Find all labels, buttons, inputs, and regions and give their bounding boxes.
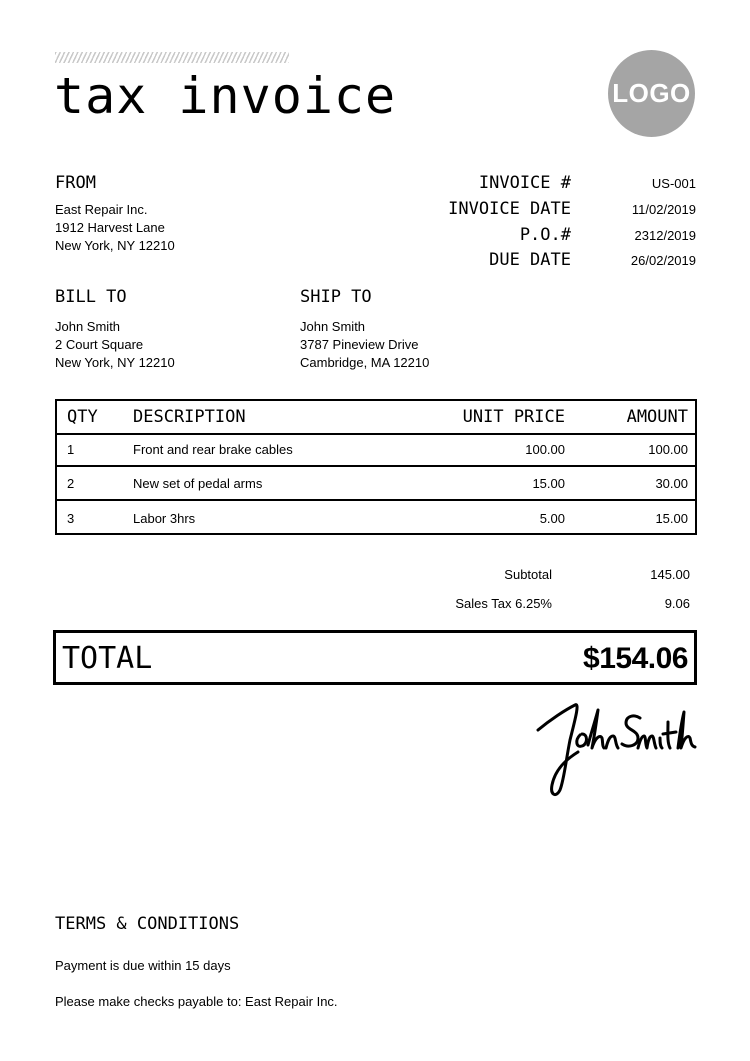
- decorative-hatch: [55, 52, 289, 63]
- terms-line: Payment is due within 15 days: [55, 958, 231, 973]
- amount-cell: 30.00: [655, 475, 688, 491]
- line-items-table: [55, 399, 697, 535]
- terms-heading: TERMS & CONDITIONS: [55, 914, 240, 934]
- bill-to-heading: BILL TO: [55, 287, 127, 307]
- ship-to-line: Cambridge, MA 12210: [300, 355, 430, 370]
- bill-to-line: 2 Court Square: [55, 337, 144, 352]
- qty-column-header: QTY: [67, 407, 98, 427]
- invoice-number-value: US-001: [651, 176, 696, 191]
- sales-tax-label: Sales Tax 6.25%: [455, 596, 552, 611]
- po-number-value: 2312/2019: [634, 228, 696, 243]
- amount-cell: 100.00: [648, 441, 688, 457]
- qty-cell: 3: [67, 510, 75, 526]
- from-line: New York, NY 12210: [55, 238, 175, 253]
- from-line: East Repair Inc.: [55, 202, 148, 217]
- invoice-date-value: 11/02/2019: [631, 202, 696, 217]
- qty-cell: 2: [67, 475, 75, 491]
- from-heading: FROM: [55, 173, 96, 193]
- description-cell: Front and rear brake cables: [133, 441, 293, 457]
- logo-text: LOGO: [612, 78, 691, 108]
- from-line: 1912 Harvest Lane: [55, 220, 165, 235]
- table-header-row: [57, 401, 695, 435]
- unit-price-cell: 5.00: [539, 510, 565, 526]
- signature-image: [530, 690, 700, 805]
- table-row: [57, 467, 695, 501]
- qty-cell: 1: [67, 441, 75, 457]
- ship-to-line: John Smith: [300, 319, 366, 334]
- subtotal-value: 145.00: [650, 567, 690, 582]
- document-title: tax invoice: [54, 67, 397, 125]
- terms-line: Please make checks payable to: East Repair Inc.: [55, 994, 338, 1009]
- unit-price-cell: 15.00: [532, 475, 565, 491]
- company-logo: [608, 50, 695, 137]
- unit-price-column-header: UNIT PRICE: [462, 407, 565, 427]
- invoice-number-label: INVOICE #: [478, 173, 571, 193]
- description-cell: Labor 3hrs: [133, 510, 196, 526]
- description-cell: New set of pedal arms: [133, 475, 263, 491]
- amount-column-header: AMOUNT: [626, 407, 688, 427]
- due-date-value: 26/02/2019: [630, 253, 696, 268]
- po-number-label: P.O.#: [519, 225, 571, 245]
- ship-to-heading: SHIP TO: [300, 287, 372, 307]
- description-column-header: DESCRIPTION: [133, 407, 246, 427]
- total-label: TOTAL: [62, 641, 153, 676]
- sales-tax-value: 9.06: [664, 596, 690, 611]
- subtotal-label: Subtotal: [504, 567, 552, 582]
- total-box: [53, 630, 697, 685]
- bill-to-line: John Smith: [55, 319, 121, 334]
- ship-to-line: 3787 Pineview Drive: [300, 337, 419, 352]
- total-value: $154.06: [583, 642, 688, 675]
- table-row: [57, 501, 695, 535]
- unit-price-cell: 100.00: [525, 441, 565, 457]
- amount-cell: 15.00: [655, 510, 688, 526]
- due-date-label: DUE DATE: [489, 250, 571, 270]
- invoice-date-label: INVOICE DATE: [448, 199, 571, 219]
- table-row: [57, 433, 695, 467]
- bill-to-line: New York, NY 12210: [55, 355, 175, 370]
